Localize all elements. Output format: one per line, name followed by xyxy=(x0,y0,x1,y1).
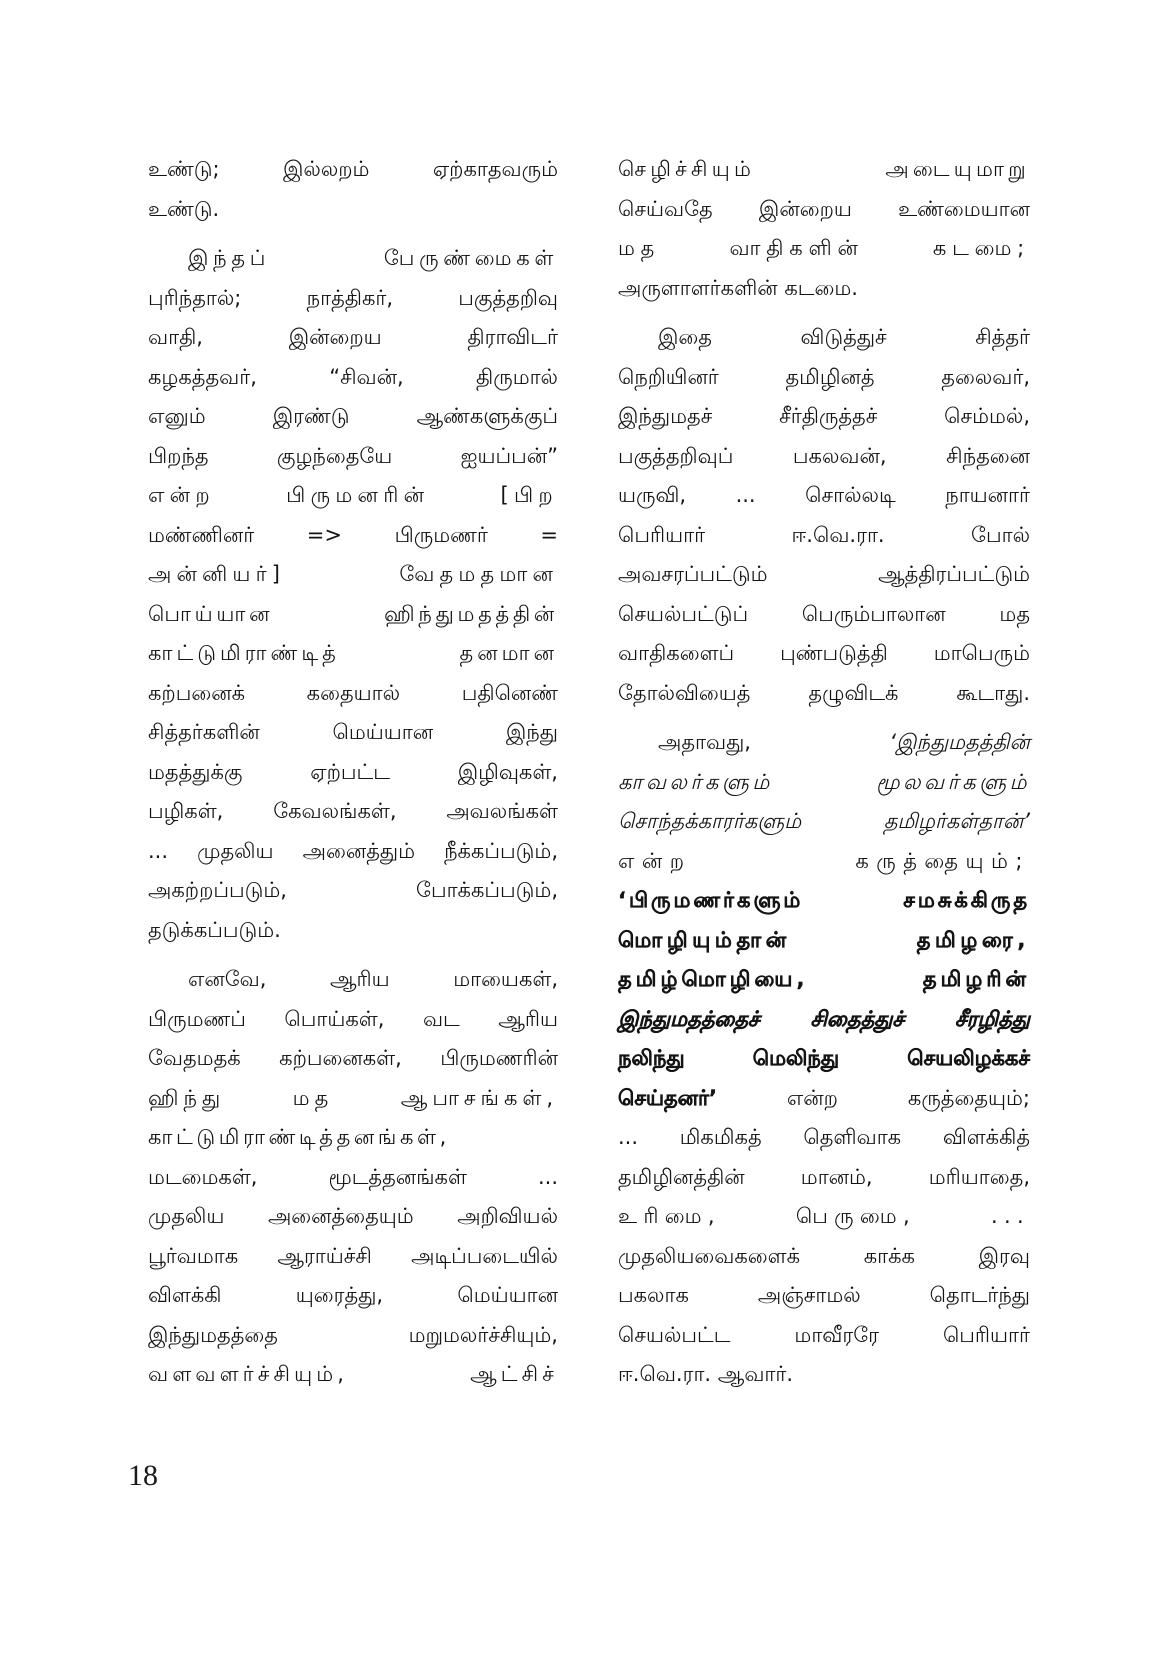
left-column-line: வளவளர்ச்சியும், ஆட்சிச் xyxy=(148,1362,558,1386)
left-column-line: சித்தர்களின் மெய்யான இந்து xyxy=(148,720,558,744)
left-column-line: புரிந்தால்; நாத்திகர், பகுத்தறிவு xyxy=(148,285,558,310)
right-column-line: பகுத்தறிவுப் பகலவன், சிந்தனை xyxy=(618,443,1030,468)
right-text-column xyxy=(618,150,1030,1395)
left-column-line: உண்டு; இல்லறம் ஏற்காதவரும் xyxy=(148,157,558,181)
right-column-line: அருளாளர்களின் கடமை. xyxy=(618,275,858,300)
right-column-line: என்ற கருத்தையும்; xyxy=(618,848,1030,873)
left-column-line: அகற்றப்படும், போக்கப்படும், xyxy=(148,878,558,902)
left-column-line: பூர்வமாக ஆராய்ச்சி அடிப்படையில் xyxy=(148,1243,558,1268)
bold-italic-quote-line: இந்துமதத்தைச் சிதைத்துச் சீரழித்து xyxy=(618,1006,1030,1031)
italic-quote-line: சொந்தக்காரர்களும் தமிழர்கள்தான்’ xyxy=(618,809,1030,833)
bold-quote-line: ‘பிருமணர்களும் சமசுக்கிருத xyxy=(618,888,1030,912)
left-column-line: வேதமதக் கற்பனைகள், பிருமணரின் xyxy=(148,1046,558,1070)
right-column-line: செய்வதே இன்றைய உண்மையான xyxy=(618,196,1030,221)
bold-quote-line: நலிந்து மெலிந்து செயலிழக்கச் xyxy=(618,1046,1030,1070)
left-column-line: காட்டுமிராண்டித்தனங்கள், xyxy=(148,1125,450,1149)
left-text-column xyxy=(148,150,558,1395)
italic-quote-line: காவலர்களும் மூலவர்களும் xyxy=(618,769,1030,794)
right-column-line xyxy=(618,1079,1030,1119)
right-column-line: பகலாக அஞ்சாமல் தொடர்ந்து xyxy=(618,1283,1030,1307)
left-column-line: உண்டு. xyxy=(148,196,220,221)
right-column-line: ஈ.வெ.ரா. ஆவார். xyxy=(618,1362,794,1386)
right-column-line: செழிச்சியும் அடையுமாறு xyxy=(618,157,1030,181)
italic-quote-segment: ‘இந்துமதத்தின் xyxy=(889,730,1030,754)
right-column-line: தமிழினத்தின் மானம், மரியாதை, xyxy=(618,1164,1030,1189)
left-column-line: மண்ணினர் => பிருமணர் = xyxy=(148,522,558,547)
line-segment: என்ற கருத்தையும்; xyxy=(786,1085,1030,1110)
paragraph-start-line: எனவே, ஆரிய மாயைகள், xyxy=(188,967,558,991)
left-column-line: விளக்கி யுரைத்து, மெய்யான xyxy=(148,1283,558,1307)
left-column-line: இந்துமதத்தை மறுமலர்ச்சியும், xyxy=(148,1322,558,1347)
right-column-line: தோல்வியைத் தழுவிடக் கூடாது. xyxy=(618,680,1030,705)
page-number: 18 xyxy=(128,1459,158,1492)
left-column-line: என்ற பிருமனரின் [பிற xyxy=(148,483,558,507)
left-column-line: மதத்துக்கு ஏற்பட்ட இழிவுகள், xyxy=(148,759,558,784)
left-column-line: பொய்யான ஹிந்துமதத்தின் xyxy=(148,601,558,626)
right-column-line: நெறியினர் தமிழினத் தலைவர், xyxy=(618,364,1030,389)
left-column-line: பழிகள், கேவலங்கள், அவலங்கள் xyxy=(148,799,558,823)
left-column-line: தடுக்கப்படும். xyxy=(148,917,281,942)
paragraph-start-line xyxy=(618,723,1030,763)
paragraph-start-line: இதை விடுத்துச் சித்தர் xyxy=(658,325,1030,349)
right-column-line: உரிமை, பெருமை, ... xyxy=(618,1204,1030,1228)
left-column-line: காட்டுமிராண்டித் தனமான xyxy=(148,641,558,665)
right-column-line: இந்துமதச் சீர்திருத்தச் செம்மல், xyxy=(618,404,1030,428)
left-column-line: ஹிந்து மத ஆபாசங்கள், xyxy=(148,1085,558,1110)
bold-quote-line: மொழியும்தான் தமிழரை, xyxy=(618,927,1030,952)
right-column-line: மத வாதிகளின் கடமை; xyxy=(618,236,1030,260)
bold-quote-line: தமிழ்மொழியை, தமிழரின் xyxy=(618,967,1030,991)
right-column-line: செயல்பட்டுப் பெரும்பாலான மத xyxy=(618,601,1030,626)
right-column-line: அவசரப்பட்டும் ஆத்திரப்பட்டும் xyxy=(618,562,1030,586)
left-column-line: கற்பனைக் கதையால் பதினெண் xyxy=(148,680,558,705)
left-column-line: மடமைகள், மூடத்தனங்கள் ... xyxy=(148,1164,558,1189)
right-column-line: முதலியவைகளைக் காக்க இரவு xyxy=(618,1243,1030,1268)
paragraph-start-line: இந்தப் பேருண்மைகள் xyxy=(188,246,558,270)
right-column-line: செயல்பட்ட மாவீரரே பெரியார் xyxy=(618,1322,1030,1347)
right-column-line: ... மிகமிகத் தெளிவாக விளக்கித் xyxy=(618,1125,1030,1149)
right-column-line: பெரியார் ஈ.வெ.ரா. போல் xyxy=(618,522,1030,547)
bold-quote-segment: செய்தனர்’ xyxy=(618,1085,717,1110)
line-segment: அதாவது, xyxy=(658,730,751,754)
left-column-line: பிருமணப் பொய்கள், வட ஆரிய xyxy=(148,1006,558,1031)
right-column-line: யருவி, ... சொல்லடி நாயனார் xyxy=(618,483,1030,507)
right-column-line: வாதிகளைப் புண்படுத்தி மாபெரும் xyxy=(618,641,1030,665)
left-column-line: ... முதலிய அனைத்தும் நீக்கப்படும், xyxy=(148,838,558,863)
left-column-line: வாதி, இன்றைய திராவிடர் xyxy=(148,325,558,349)
left-column-line: முதலிய அனைத்தையும் அறிவியல் xyxy=(148,1204,558,1228)
left-column-line: எனும் இரண்டு ஆண்களுக்குப் xyxy=(148,404,558,428)
left-column-line: அன்னியர்] வேதமதமான xyxy=(148,562,558,586)
left-column-line: பிறந்த குழந்தையே ஐயப்பன்” xyxy=(148,443,558,468)
left-column-line: கழகத்தவர், “சிவன், திருமால் xyxy=(148,364,558,389)
